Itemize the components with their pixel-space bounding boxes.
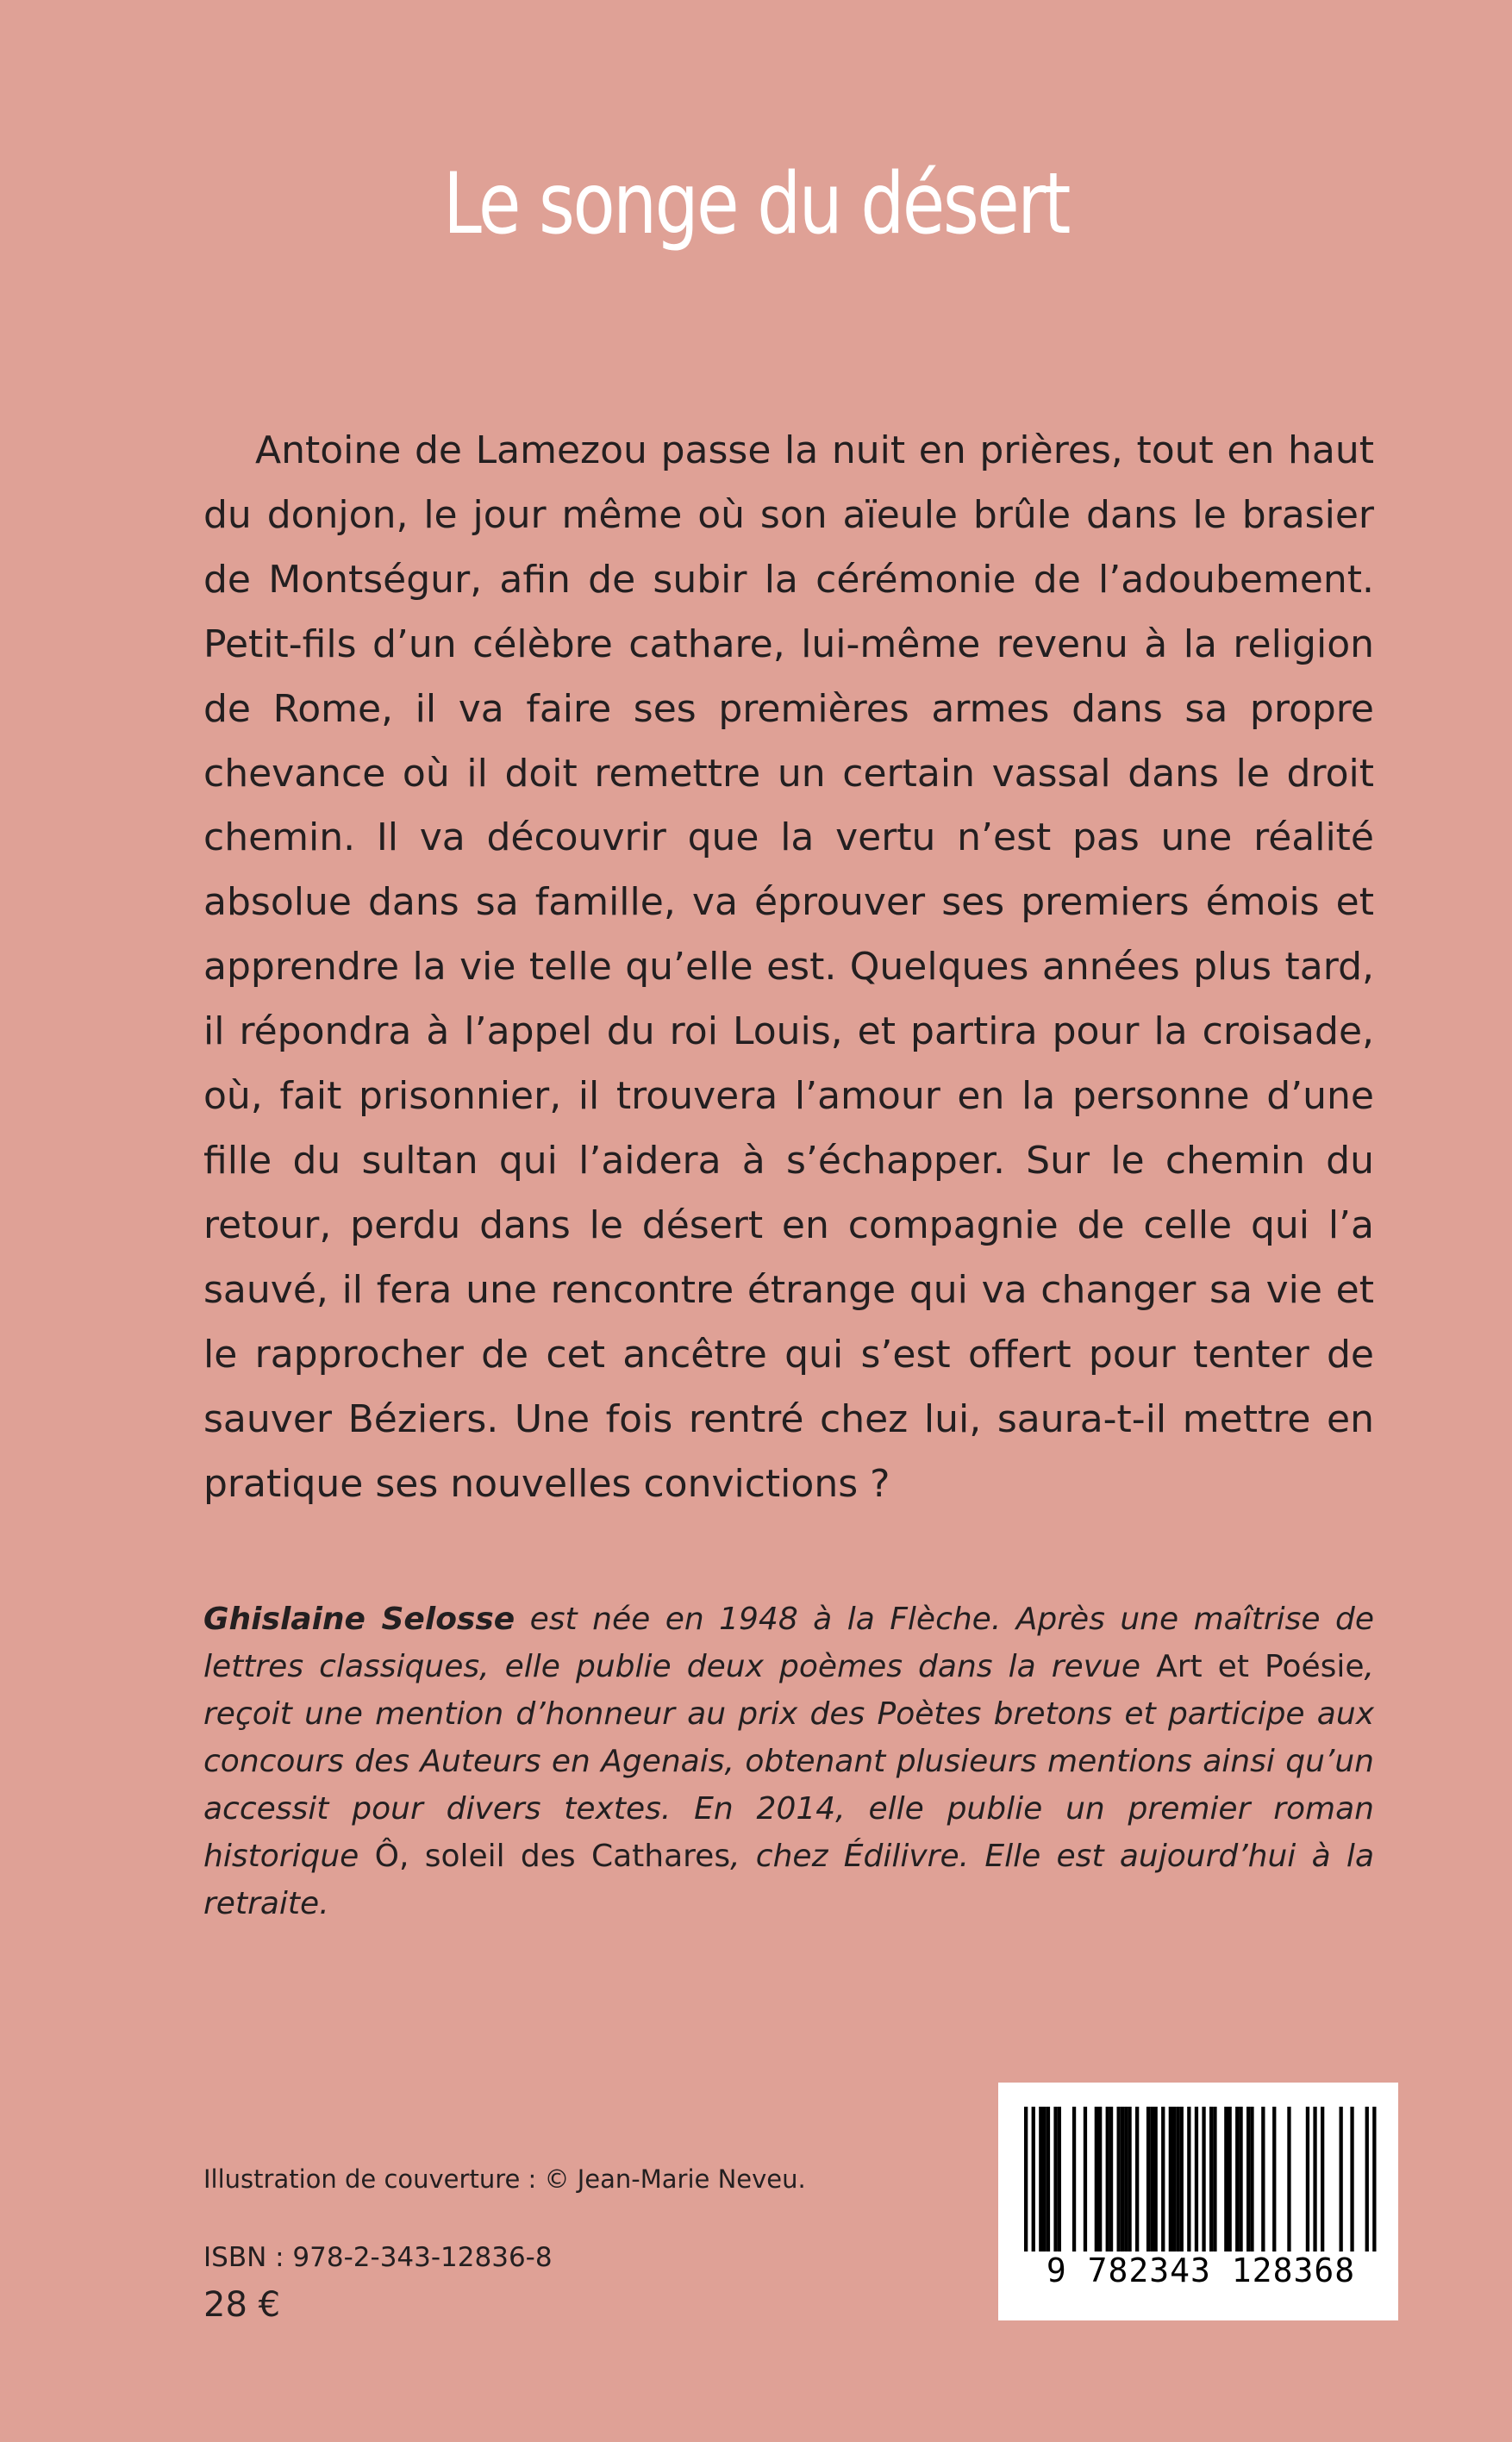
barcode-bar (1261, 2107, 1265, 2253)
barcode-bar (1058, 2107, 1061, 2253)
barcode-bar (1250, 2107, 1253, 2253)
barcode-bar (1287, 2107, 1290, 2253)
barcode-bar (1053, 2107, 1057, 2253)
bio-text-1: est née en 1948 à la Flèche. Après une maîtrise de lettres classiques, elle publie deux poèmes dans la revue (203, 1602, 1374, 1684)
author-bio (203, 1596, 1374, 1927)
barcode-bar (1213, 2107, 1216, 2253)
barcode-bar (1135, 2107, 1139, 2253)
barcode-bar (1365, 2107, 1369, 2276)
barcode-bar (1039, 2107, 1042, 2253)
barcode-bar (1176, 2107, 1179, 2253)
barcode-bar (1146, 2107, 1150, 2253)
barcode-bar (1202, 2107, 1205, 2276)
barcode-bar (1121, 2107, 1124, 2253)
barcode-bar (1239, 2107, 1242, 2253)
barcode-bar (1313, 2107, 1316, 2253)
book-title: Le songe du désert (443, 155, 1069, 253)
barcode-digits: 9 782343 128368 (1024, 2252, 1378, 2289)
barcode-bar (1154, 2107, 1158, 2253)
barcode-bar (1032, 2107, 1035, 2276)
barcode-bar (1128, 2107, 1131, 2253)
barcode-bar (1024, 2107, 1028, 2276)
barcode-bar (1180, 2107, 1184, 2253)
barcode-bar (1161, 2107, 1165, 2253)
barcode-bar (1321, 2107, 1324, 2253)
barcode-bar (1084, 2107, 1087, 2253)
barcode-bar (1350, 2107, 1353, 2253)
barcode-bar (1272, 2107, 1276, 2253)
barcode-bar (1209, 2107, 1213, 2253)
barcode-bar (1306, 2107, 1309, 2253)
author-name: Ghislaine Selosse (203, 1602, 515, 1637)
barcode-bar (1043, 2107, 1047, 2253)
barcode-bar (1095, 2107, 1098, 2253)
barcode-bar (1187, 2107, 1190, 2253)
summary-paragraph: Antoine de Lamezou passe la nuit en prières, tout en haut du donjon, le jour même où son aïeule brûle dans le brasier de Montségur, afin de subir la cérémonie de l’adoubement. Petit-fils d’un célèbre cathare, lui-même revenu à la religion de Rome, il va faire ses premières armes dans sa propre chevance où il doit remettre un certain vassal dans le droit chemin. Il va découvrir que la vertu n’est pas une réalité absolue dans sa famille, va éprouver ses premiers émois et apprendre la vie telle qu’elle est. Quelques années plus tard, il répondra à l’appel du roi Louis, et partira pour la croisade, où, fait prisonnier, il trouvera l’amour en la personne d’une fille du sultan qui l’aidera à s’échapper. Sur le chemin du retour, perdu dans le désert en compagnie de celle qui l’a sauvé, il fera une rencontre étrange qui va changer sa vie et le rapprocher de cet ancêtre qui s’est offert pour tenter de sauver Béziers. Une fois rentré chez lui, saura-t-il mettre en pratique ses nouvelles convictions ? (203, 428, 1374, 1506)
barcode-bar (1228, 2107, 1232, 2253)
barcode (998, 2083, 1398, 2320)
bio-text-3: , chez Édilivre. Elle est aujourd’hui à la retraite. (203, 1839, 1374, 1921)
journal-name: Art et Poésie (1156, 1649, 1365, 1684)
bio-text-2: , reçoit une mention d’honneur au prix des Poètes bretons et participe aux concours des Auteurs en Agenais, obtenant plusieurs mentions ainsi qu’un accessit pour divers textes. En 2014, elle publie un premier roman historique (203, 1649, 1374, 1874)
barcode-bar (1117, 2107, 1121, 2253)
isbn: ISBN : 978-2-343-12836-8 (203, 2242, 553, 2273)
barcode-bar (1169, 2107, 1172, 2253)
barcode-bar (1224, 2107, 1228, 2253)
barcode-bar (1098, 2107, 1102, 2253)
barcode-bar (1150, 2107, 1153, 2253)
barcode-bar (1340, 2107, 1343, 2253)
barcode-bar (1195, 2107, 1198, 2276)
barcode-bar (1047, 2107, 1050, 2253)
barcode-bar (1109, 2107, 1113, 2253)
barcode-bar (1124, 2107, 1128, 2253)
barcode-bar (1372, 2107, 1376, 2276)
illustration-credit: Illustration de couverture : © Jean-Marie Neveu. (203, 2164, 806, 2194)
barcode-bar (1106, 2107, 1109, 2253)
barcode-bar (1072, 2107, 1076, 2253)
barcode-bar (1246, 2107, 1250, 2253)
barcode-bar (1235, 2107, 1239, 2253)
first-novel-title: Ô, soleil des Cathares (374, 1839, 731, 1874)
barcode-bar (1172, 2107, 1176, 2253)
price: 28 € (203, 2285, 281, 2325)
